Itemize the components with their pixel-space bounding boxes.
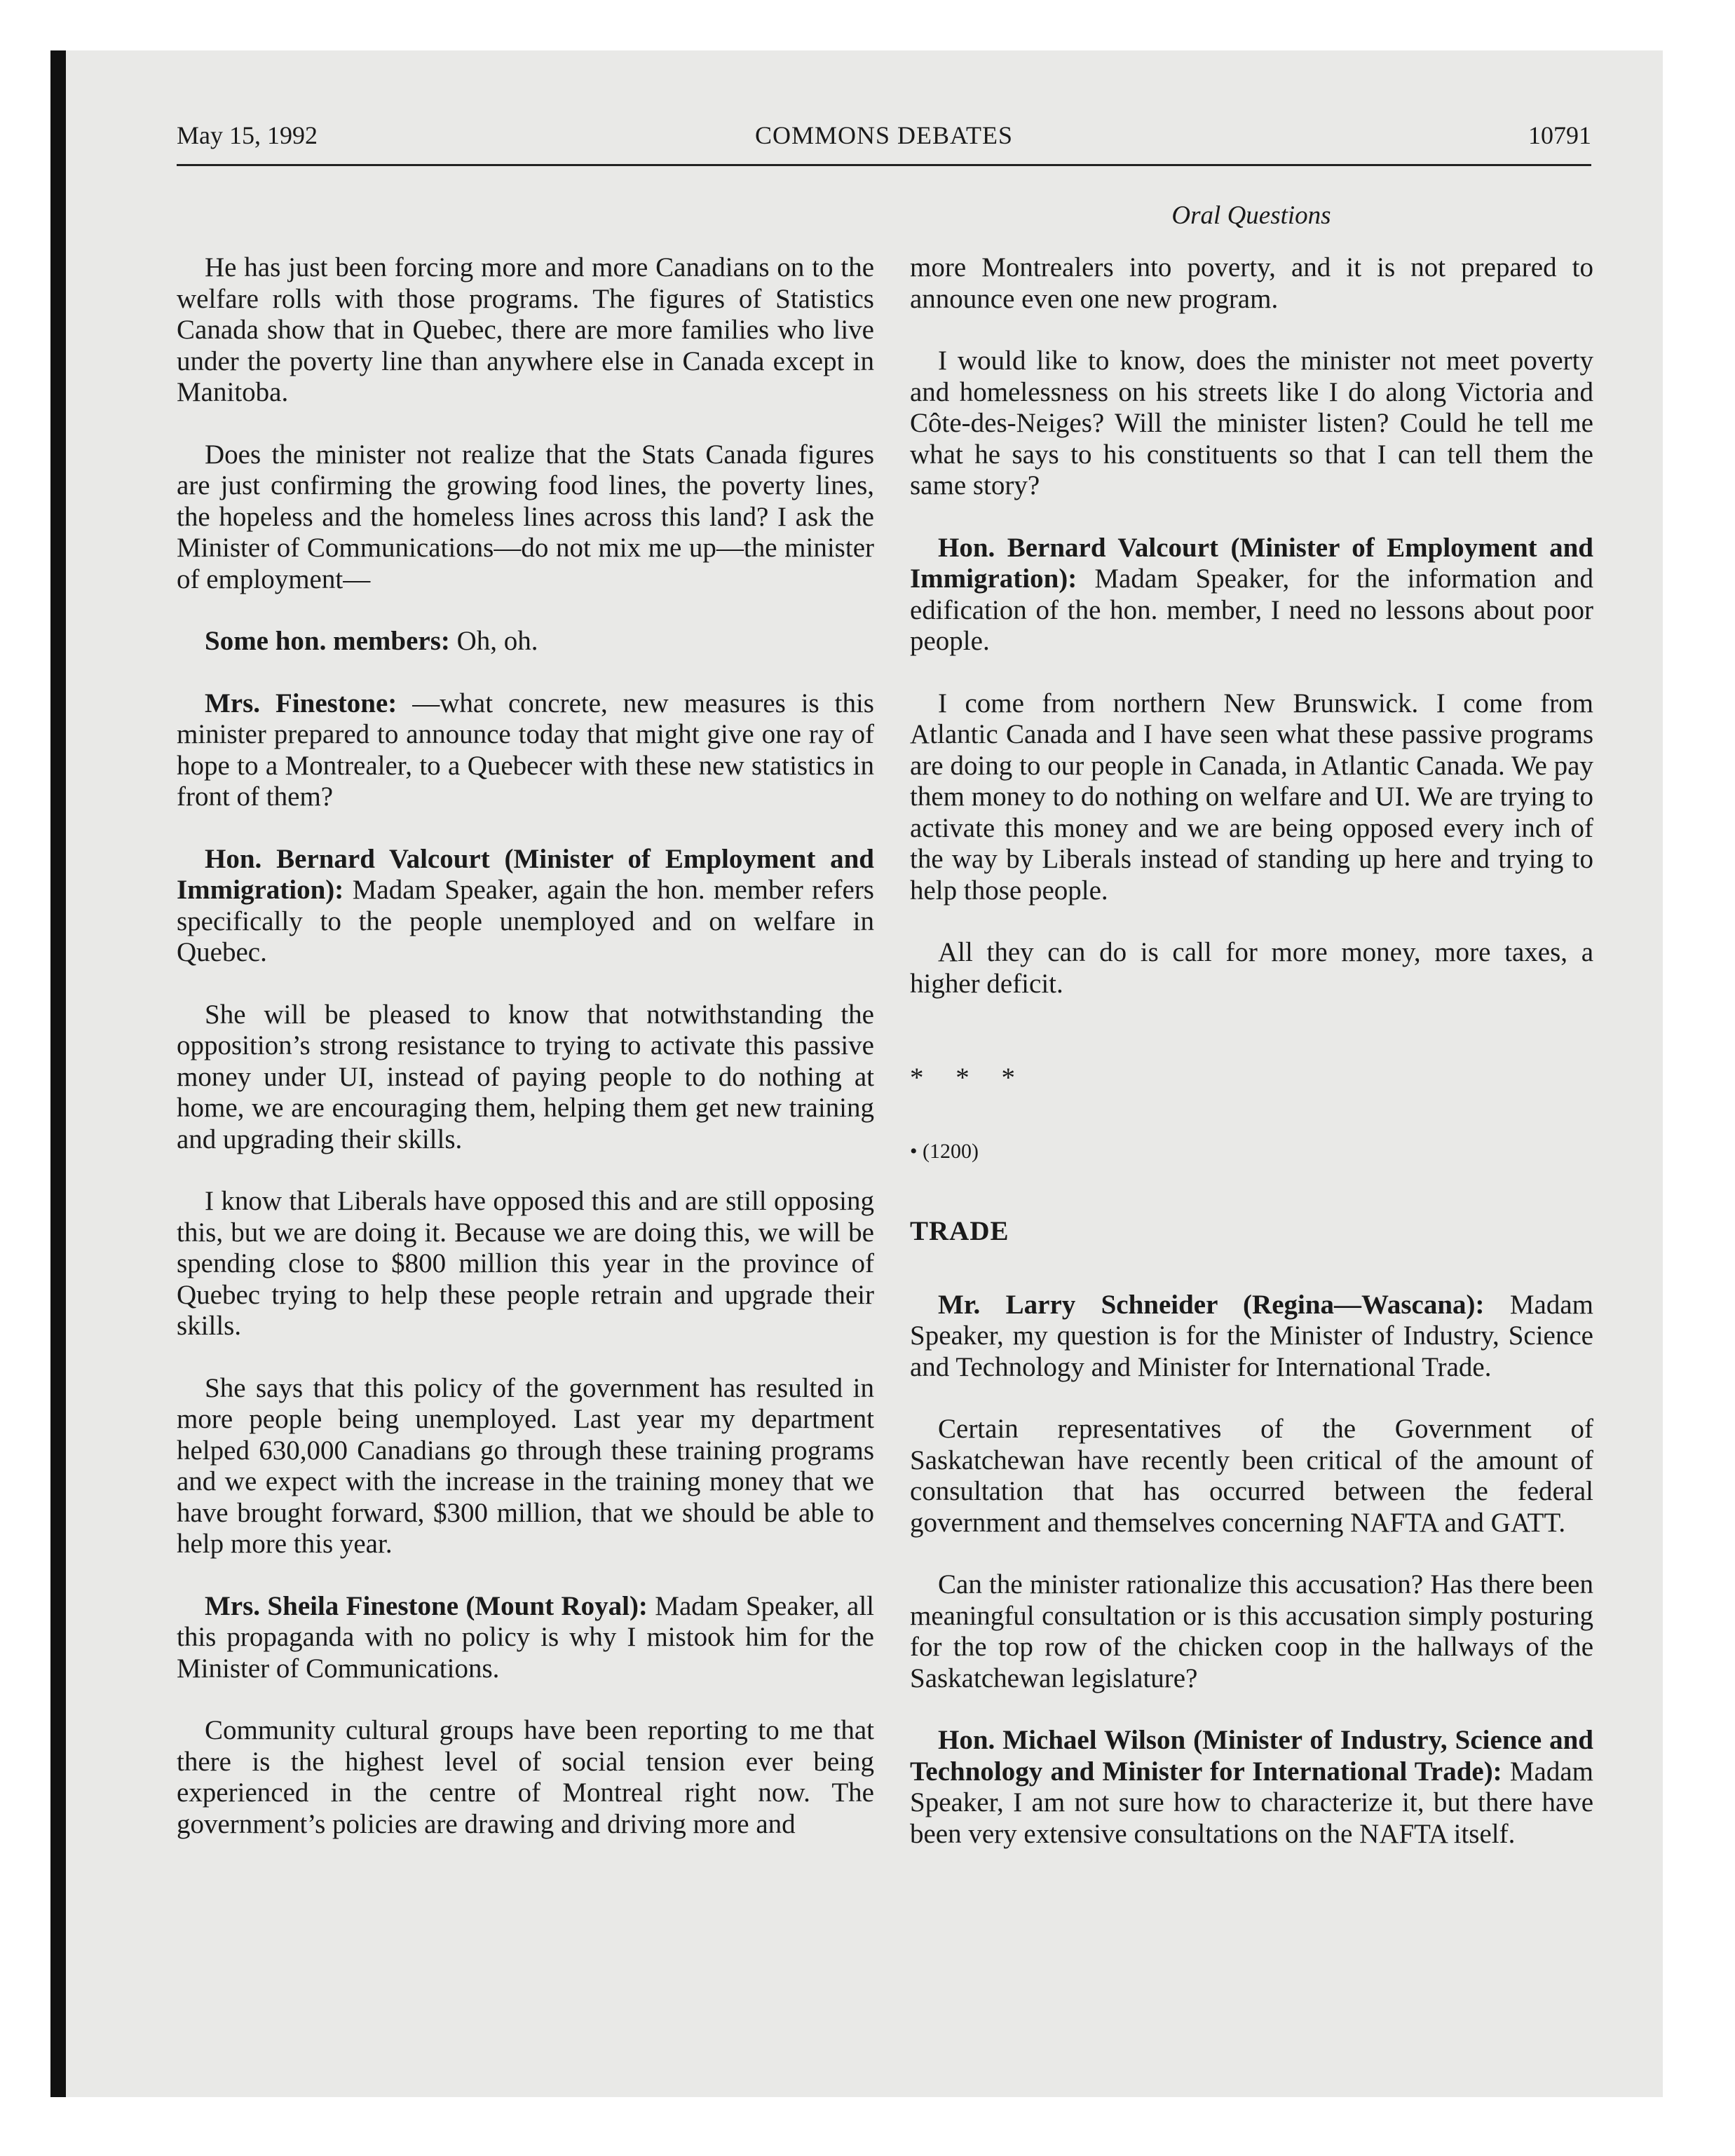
timestamp-marker: • (1200) xyxy=(910,1139,979,1163)
running-header xyxy=(177,121,1591,163)
header-date: May 15, 1992 xyxy=(177,121,318,149)
section-heading: TRADE xyxy=(910,1216,1009,1246)
speaker-paragraph xyxy=(910,1725,1593,1850)
paragraph: Certain representatives of the Government of Saskatchewan have recently been critical of the amount of consultation that has occurred between the federal government and themselves concerning NAFTA and GATT. xyxy=(910,1414,1593,1538)
paragraph: He has just been forcing more and more Canadians on to the welfare rolls with those programs. The figures of Statistics Canada show that in Quebec, there are more families who live under the poverty line than anywhere else in Canada except in Manitoba. xyxy=(177,252,874,407)
speaker-name: Hon. Bernard Valcourt (Minister of Employment and Immigration): xyxy=(910,532,1593,594)
paragraph: I know that Liberals have opposed this and are still opposing this, but we are doing it. Because we are doing this, we will be spending close to $800 million this year in the province of Quebec trying to help these people retrain and upgrade their skills. xyxy=(177,1186,874,1341)
speech-text: Madam Speaker, my question is for the Minister of Industry, Science and Technology and Minister for International Trade. xyxy=(910,1289,1593,1382)
right-column xyxy=(910,252,1593,1881)
speaker-name: Mrs. Sheila Finestone (Mount Royal): xyxy=(205,1590,648,1621)
speaker-paragraph xyxy=(177,688,874,813)
speaker-name: Mrs. Finestone: xyxy=(205,688,397,718)
speaker-name: Mr. Larry Schneider (Regina—Wascana): xyxy=(938,1289,1485,1320)
speech-text: Madam Speaker, I am not sure how to characterize it, but there have been very extensive consultations on the NAFTA itself. xyxy=(910,1756,1593,1849)
header-rule xyxy=(177,164,1591,166)
paragraph: She says that this policy of the government has resulted in more people being unemployed. Last year my department helped 630,000 Canadians go through these training programs and we expect with the increase in the training money that we have brought forward, $300 million, that we should be able to help more this year. xyxy=(177,1372,874,1559)
section-label: Oral Questions xyxy=(1171,201,1331,230)
left-column xyxy=(177,252,874,1871)
scan-edge-shadow xyxy=(50,50,66,2097)
speaker-paragraph xyxy=(910,533,1593,657)
speaker-paragraph xyxy=(910,1290,1593,1384)
speaker-paragraph xyxy=(177,844,874,969)
paragraph: I come from northern New Brunswick. I come from Atlantic Canada and I have seen what these passive programs are doing to our people in Canada, in Atlantic Canada. We pay them money to do nothing on welfare and UI. We are trying to activate this money and we are being opposed every inch of the way by Liberals instead of standing up here and trying to help those people. xyxy=(910,688,1593,906)
speech-text: —what concrete, new measures is this minister prepared to announce today that might give one ray of hope to a Montrealer, to a Quebecer with these new statistics in front of them? xyxy=(177,688,874,812)
speaker-name: Hon. Bernard Valcourt (Minister of Employment and Immigration): xyxy=(177,843,874,905)
speech-text: Oh, oh. xyxy=(449,626,538,656)
speaker-name: Some hon. members: xyxy=(205,626,450,656)
publication-title: COMMONS DEBATES xyxy=(754,121,1014,149)
speech-text: Madam Speaker, again the hon. member refers specifically to the people unemployed and on welfare in Quebec. xyxy=(177,875,874,967)
paragraph: Can the minister rationalize this accusation? Has there been meaningful consultation or is this accusation simply posturing for the top row of the chicken coop in the hallways of the Saskatchewan legislature? xyxy=(910,1569,1593,1693)
speech-text: Madam Speaker, for the information and edification of the hon. member, I need no lessons about poor people. xyxy=(910,564,1593,656)
speech-text: Madam Speaker, all this propaganda with no policy is why I mistook him for the Minister of Communications. xyxy=(177,1590,874,1684)
section-separator: * * * xyxy=(910,1063,1028,1093)
paragraph: Community cultural groups have been reporting to me that there is the highest level of social tension ever being experienced in the centre of Montreal right now. The government’s policies are drawing and driving more and xyxy=(177,1715,874,1839)
page-number: 10791 xyxy=(1528,121,1591,149)
speaker-paragraph xyxy=(177,1591,874,1685)
paragraph: more Montrealers into poverty, and it is not prepared to announce even one new program. xyxy=(910,252,1593,314)
paragraph: Does the minister not realize that the Stats Canada figures are just confirming the growing food lines, the poverty lines, the hopeless and the homeless lines across this land? I ask the Minister of Communications—do not mix me up—the minister of employment— xyxy=(177,439,874,594)
speaker-name: Hon. Michael Wilson (Minister of Industry, Science and Technology and Minister for International Trade): xyxy=(910,1725,1593,1787)
paragraph: All they can do is call for more money, more taxes, a higher deficit. xyxy=(910,937,1593,999)
paragraph: She will be pleased to know that notwithstanding the opposition’s strong resistance to trying to activate this passive money under UI, instead of paying people to do nothing at home, we are encouraging them, helping them get new training and upgrading their skills. xyxy=(177,999,874,1154)
speaker-paragraph xyxy=(177,626,874,657)
paragraph: I would like to know, does the minister not meet poverty and homelessness on his streets like I do along Victoria and Côte-des-Neiges? Will the minister listen? Could he tell me what he says to his constituents so that I can tell them the same story? xyxy=(910,346,1593,500)
